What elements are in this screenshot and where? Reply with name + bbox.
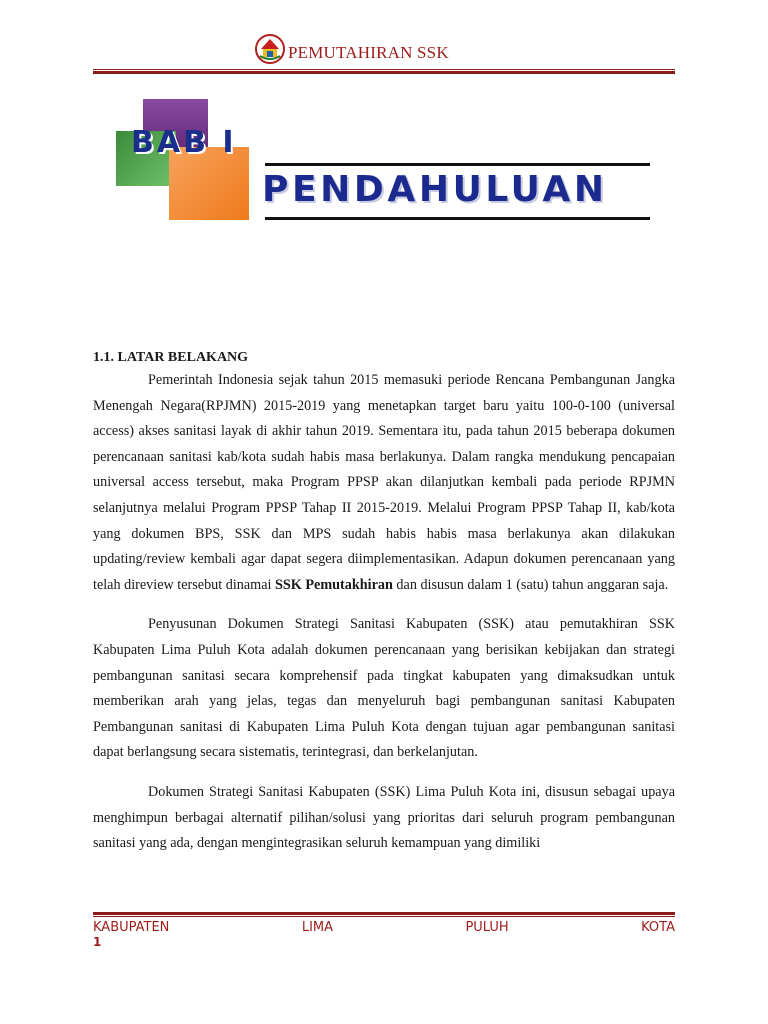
footer-word: KOTA <box>641 920 675 935</box>
chapter-banner <box>110 95 670 225</box>
section-heading: 1.1. LATAR BELAKANG <box>93 350 249 365</box>
paragraph-1 <box>93 368 675 598</box>
title-rule-top <box>265 163 650 166</box>
footer-regency-name <box>93 920 675 935</box>
header-divider-thin <box>93 69 675 70</box>
paragraph-2: Penyusunan Dokumen Strategi Sanitasi Kabupaten (SSK) atau pemutakhiran SSK Kabupaten Lima Puluh Kota adalah dokumen perencanaan yang berisikan kebijakan dan strategi pembangunan sanitasi secara komprehensif pada tingkat kabupaten yang dimaksudkan untuk memberikan arah yang jelas, tegas dan menyeluruh bagi pembangunan sanitasi Kabupaten Pembangunan sanitasi di Kabupaten Lima Puluh Kota dengan tujuan agar pembangunan sanitasi dapat berlangsung secara sistematis, terintegrasi, dan berkelanjutan. <box>93 616 675 761</box>
paragraph-3: Dokumen Strategi Sanitasi Kabupaten (SSK) Lima Puluh Kota ini, disusun sebagai upaya menghimpun berbagai alternatif pilihan/solusi yang prioritas dari seluruh program pembangunan sanitasi yang ada, dengan mengintegrasikan seluruh kemampuan yang dimiliki <box>93 783 675 852</box>
chapter-number: BAB I <box>131 125 237 160</box>
document-header-title: PEMUTAHIRAN SSK <box>288 43 449 62</box>
page-header <box>0 34 768 66</box>
page-number: 1 <box>93 935 102 949</box>
paragraph-1-bold-term: SSK Pemutakhiran <box>275 576 393 593</box>
chapter-title: PENDAHULUAN <box>262 169 608 210</box>
header-divider-thick <box>93 71 675 74</box>
footer-divider-thin <box>93 916 675 917</box>
regency-emblem-icon <box>255 34 285 64</box>
paragraph-1-text-end: dan disusun dalam 1 (satu) tahun anggaran saja. <box>392 576 669 593</box>
main-content <box>93 350 675 871</box>
footer-word: KABUPATEN <box>93 920 170 935</box>
footer-word: LIMA <box>301 920 334 935</box>
title-rule-bottom <box>265 217 650 220</box>
page-footer <box>93 920 675 949</box>
footer-word: PULUH <box>465 920 509 935</box>
footer-divider-thick <box>93 912 675 915</box>
paragraph-1-text: Pemerintah Indonesia sejak tahun 2015 memasuki periode Rencana Pembangunan Jangka Menengah Negara(RPJMN) 2015-2019 yang menetapkan target baru yaitu 100-0-100 (universal access) akses sanitasi layak di akhir tahun 2019. Sementara itu, pada tahun 2015 beberapa dokumen perencanaan sanitasi kab/kota sudah habis masa berlakunya. Dalam rangka mendukung pencapaian universal access tersebut, maka Program PPSP akan dilanjutkan kembali pada periode RPJMN selanjutnya melalui Program PPSP Tahap II 2015-2019. Melalui Program PPSP Tahap II, kab/kota yang dokumen BPS, SSK dan MPS sudah habis habis masa berlakunya akan dilakukan updating/review kembali agar dapat segera diimplementasikan. Adapun dokumen perencanaan yang telah direview tersebut dinamai <box>93 372 675 593</box>
